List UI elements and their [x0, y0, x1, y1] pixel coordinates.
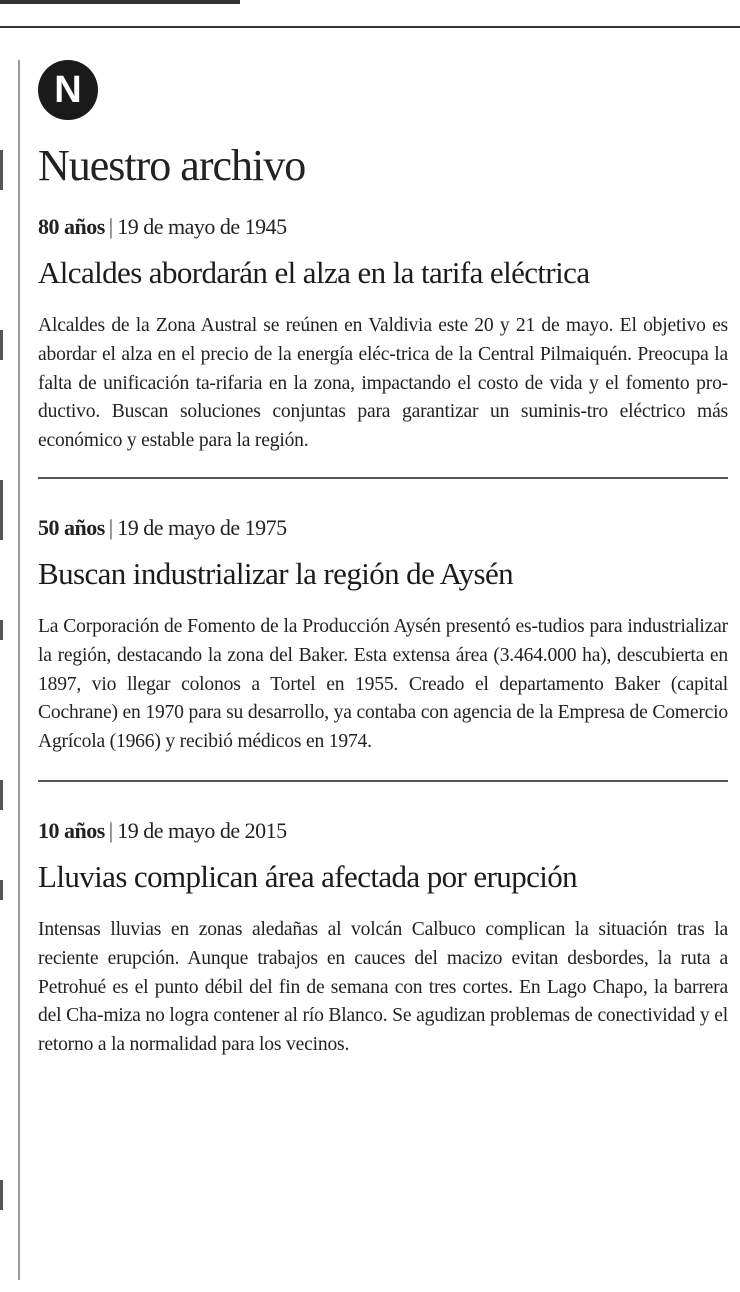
meta-separator: | [108, 515, 114, 541]
article-meta [38, 214, 728, 240]
article-headline: Lluvias complican área afectada por erupción [38, 858, 578, 894]
article-meta [38, 515, 728, 541]
article-headline: Buscan industrializar la región de Aysén [38, 555, 514, 591]
archive-article-1 [38, 214, 728, 455]
brand-logo [38, 60, 98, 120]
article-date: 19 de mayo de 2015 [117, 818, 287, 844]
archive-article-3 [38, 818, 728, 1059]
article-date: 19 de mayo de 1975 [117, 515, 287, 541]
article-divider [38, 477, 728, 479]
meta-separator: | [108, 818, 114, 844]
archive-section [38, 60, 728, 1059]
article-date: 19 de mayo de 1945 [117, 214, 287, 240]
meta-separator: | [108, 214, 114, 240]
article-meta [38, 818, 728, 844]
article-years: 10 años [38, 818, 105, 844]
logo-letter: N [54, 69, 82, 111]
article-body: Intensas lluvias en zonas aledañas al volcán Calbuco complican la situación tras la reciente erupción. Aunque trabajos en cauces del macizo evitan desbordes, la ruta a Petrohué es el punto débil del fin de semana con tres cortes. En Lago Chapo, la barrera del Cha-miza no logra contener al río Blanco. Se agudizan problemas de conectividad y el retorno a la normalidad para los vecinos. [38, 919, 728, 1055]
page-edge-marks [0, 0, 4, 1292]
top-rule [0, 26, 740, 28]
article-years: 80 años [38, 214, 105, 240]
top-rule-accent [0, 0, 240, 4]
article-years: 50 años [38, 515, 105, 541]
column-rule [18, 60, 20, 1280]
article-body: Alcaldes de la Zona Austral se reúnen en Valdivia este 20 y 21 de mayo. El objetivo es abordar el alza en el precio de la energía eléc-trica de la Central Pilmaiquén. Preocupa la falta de unificación ta-rifaria en la zona, impactando el costo de vida y el fomento pro-ductivo. Buscan soluciones conjuntas para garantizar un suminis-tro eléctrico más económico y estable para la región. [38, 315, 728, 451]
section-title: Nuestro archivo [38, 141, 306, 190]
article-headline: Alcaldes abordarán el alza en la tarifa eléctrica [38, 254, 590, 290]
archive-article-2 [38, 515, 728, 756]
article-body: La Corporación de Fomento de la Producción Aysén presentó es-tudios para industrializar la región, destacando la zona del Baker. Esta extensa área (3.464.000 ha), descubierta en 1897, vio llegar colonos a Tortel en 1955. Creado el departamento Baker (capital Cochrane) en 1970 para su desarrollo, ya contaba con agencia de la Empresa de Comercio Agrícola (1966) y recibió médicos en 1974. [38, 616, 728, 752]
article-divider [38, 780, 728, 782]
